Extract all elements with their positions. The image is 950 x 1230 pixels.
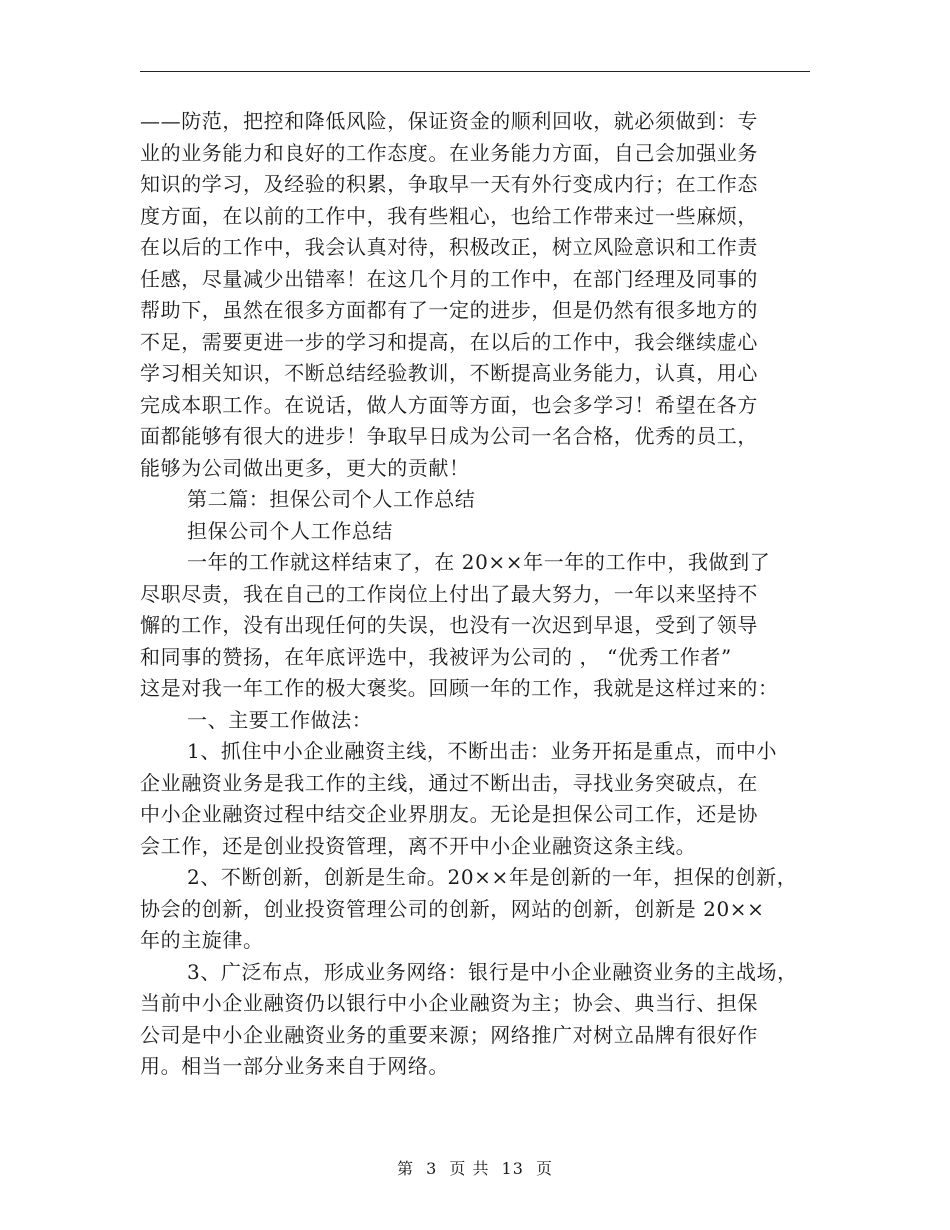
text-line: 懈的工作，没有出现任何的失误，也没有一次迟到早退，受到了领导 bbox=[140, 613, 758, 637]
text-line: 第二篇：担保公司个人工作总结 bbox=[187, 487, 476, 511]
text-line: 度方面，在以前的工作中，我有些粗心，也给工作带来过一些麻烦， bbox=[140, 203, 758, 228]
header-rule bbox=[140, 71, 810, 72]
text-line: 和同事的赞扬，在年底评选中，我被评为公司的 ， “优秀工作者” bbox=[140, 644, 732, 669]
text-line: 企业融资业务是我工作的主线，通过不断出击，寻找业务突破点，在 bbox=[140, 770, 758, 795]
text-line: 3、广泛布点，形成业务网络：银行是中小企业融资业务的主战场， bbox=[187, 959, 798, 984]
footer-suffix: 页 bbox=[536, 1159, 554, 1178]
text-line: 这是对我一年工作的极大褒奖。回顾一年的工作，我就是这样过来的： bbox=[140, 676, 779, 700]
current-page-number: 3 bbox=[426, 1159, 438, 1178]
text-line: 完成本职工作。在说话，做人方面等方面，也会多学习！希望在各方 bbox=[140, 392, 758, 417]
text-line: 担保公司个人工作总结 bbox=[187, 518, 393, 543]
text-line: 尽职尽责，我在自己的工作岗位上付出了最大努力，一年以来坚持不 bbox=[140, 581, 758, 606]
text-line: 能够为公司做出更多，更大的贡献！ bbox=[140, 455, 470, 480]
text-line: 任感，尽量减少出错率！在这几个月的工作中，在部门经理及同事的 bbox=[140, 266, 758, 291]
footer-prefix: 第 bbox=[396, 1159, 414, 1178]
text-line: 当前中小企业融资仍以银行中小企业融资为主；协会、典当行、担保 bbox=[140, 991, 758, 1015]
page-footer bbox=[0, 1156, 950, 1179]
text-line: 帮助下，虽然在很多方面都有了一定的进步，但是仍然有很多地方的 bbox=[140, 298, 758, 322]
text-line: 一、主要工作做法： bbox=[187, 707, 373, 732]
text-line: 公司是中小企业融资业务的重要来源；网络推广对树立品牌有很好作 bbox=[140, 1022, 758, 1047]
text-line: 一年的工作就这样结束了，在 20××年一年的工作中，我做到了 bbox=[187, 550, 771, 574]
text-line: 面都能够有很大的进步！争取早日成为公司一名合格，优秀的员工， bbox=[140, 424, 758, 448]
total-pages: 13 bbox=[501, 1159, 524, 1178]
text-line: 知识的学习，及经验的积累，争取早一天有外行变成内行；在工作态 bbox=[140, 172, 758, 196]
text-line: 业的业务能力和良好的工作态度。在业务能力方面，自己会加强业务 bbox=[140, 140, 758, 165]
text-line: 年的主旋律。 bbox=[140, 928, 264, 952]
text-line: 在以后的工作中，我会认真对待，积极改正，树立风险意识和工作责 bbox=[140, 235, 758, 259]
text-line: 2、不断创新，创新是生命。20××年是创新的一年，担保的创新， bbox=[187, 865, 798, 889]
text-line: 不足，需要更进一步的学习和提高，在以后的工作中，我会继续虚心 bbox=[140, 329, 758, 354]
footer-mid: 页 共 bbox=[449, 1159, 490, 1178]
text-line: 学习相关知识，不断总结经验教训，不断提高业务能力，认真，用心 bbox=[140, 361, 758, 385]
text-line: ——防范，把控和降低风险，保证资金的顺利回收，就必须做到：专 bbox=[140, 109, 758, 133]
text-line: 协会的创新，创业投资管理公司的创新，网站的创新，创新是 20×× bbox=[140, 896, 765, 921]
text-line: 会工作，还是创业投资管理，离不开中小企业融资这条主线。 bbox=[140, 833, 697, 858]
text-line: 用。相当一部分业务来自于网络。 bbox=[140, 1054, 449, 1078]
text-line: 中小企业融资过程中结交企业界朋友。无论是担保公司工作，还是协 bbox=[140, 802, 758, 826]
document-body bbox=[140, 106, 820, 1083]
text-line: 1、抓住中小企业融资主线，不断出击：业务开拓是重点，而中小 bbox=[187, 739, 778, 763]
